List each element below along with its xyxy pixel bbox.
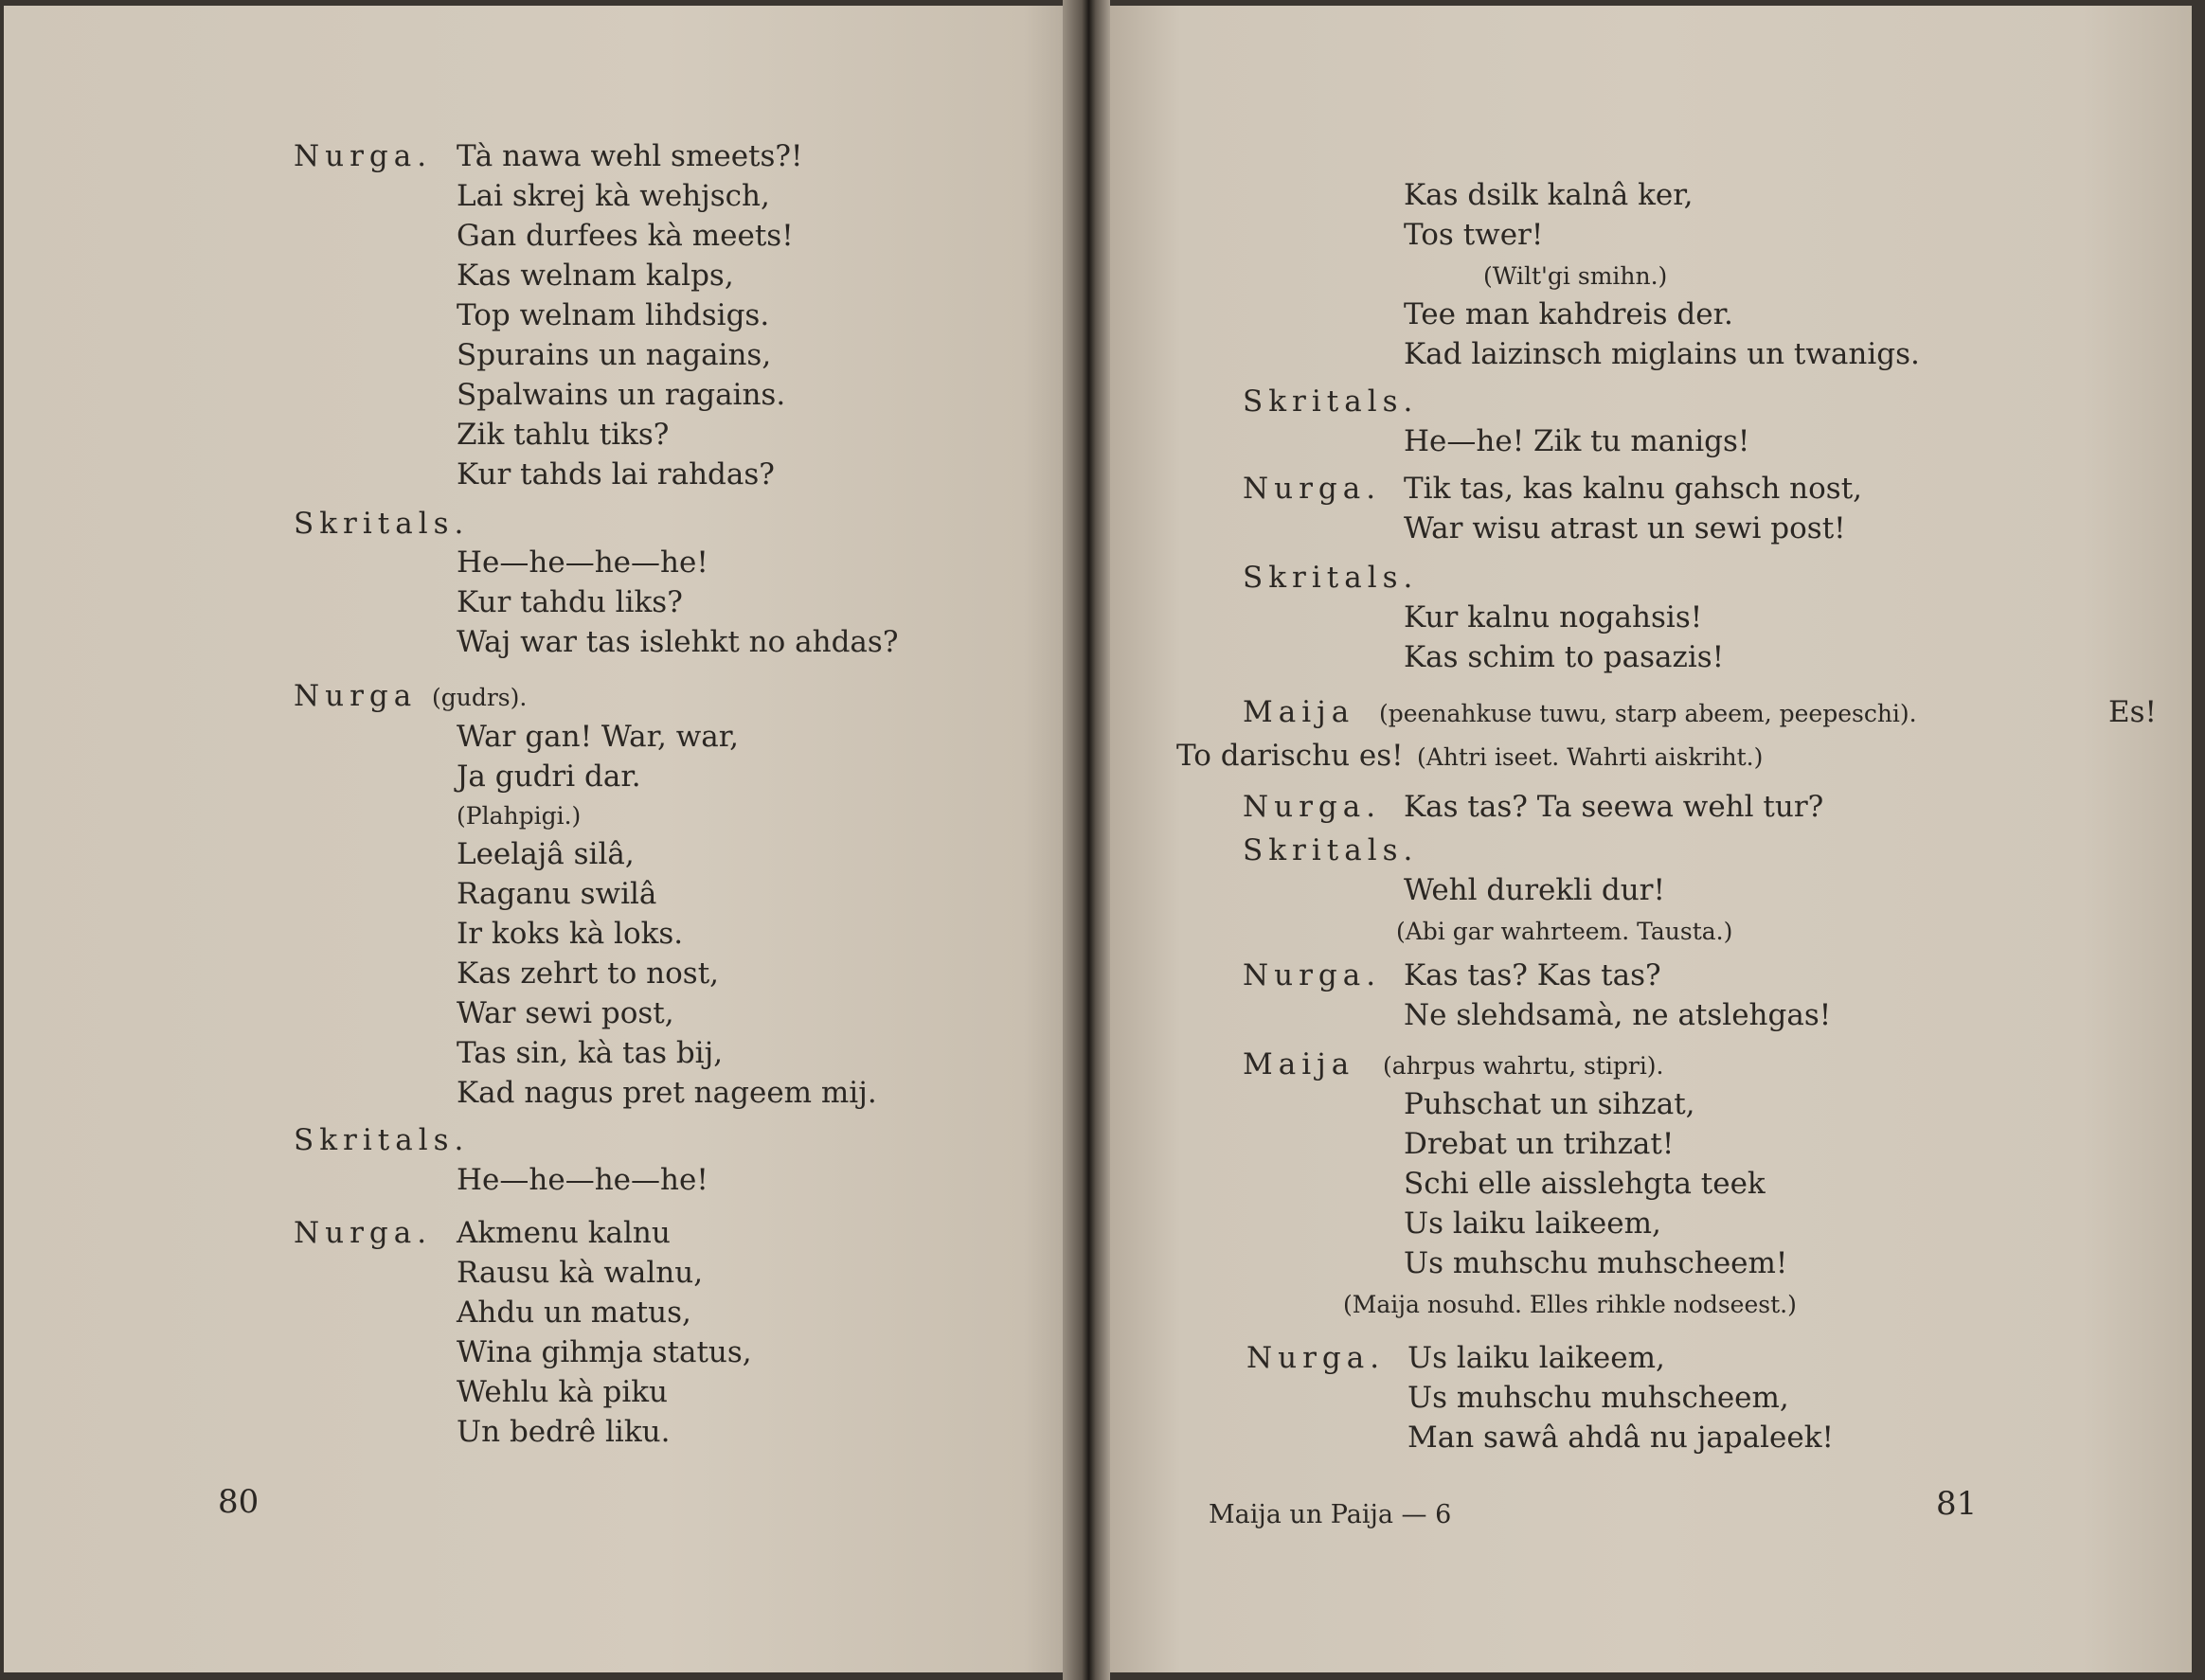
verse-line: Rausu kà walnu,: [457, 1256, 704, 1290]
verse-line: Tà nawa wehl smeets?!: [457, 139, 803, 173]
verse-line: Wehl durekli dur!: [1404, 873, 1665, 907]
verse-line: War gan! War, war,: [457, 720, 739, 754]
verse-line: War wisu atrast un sewi post!: [1404, 511, 1846, 545]
verse-line: Kad nagus pret nageem mij.: [457, 1076, 877, 1110]
speaker-label: Nurga.: [1243, 790, 1382, 824]
speaker-label: Nurga.: [294, 139, 433, 173]
speaker-label: Maija: [1243, 695, 1355, 729]
speaker-label: Maija: [1243, 1047, 1355, 1081]
speaker-label: Skritals.: [1243, 561, 1419, 595]
left-page: [4, 6, 1101, 1672]
verse-line: Puhschat un sihzat,: [1404, 1087, 1695, 1121]
right-page: [1104, 6, 2192, 1672]
verse-line: Kas welnam kalps,: [457, 259, 734, 293]
verse-line: Us muhschu muhscheem!: [1404, 1246, 1788, 1280]
verse-line: Kur tahdu liks?: [457, 585, 683, 619]
verse-line: Lai skrej kà wehjsch,: [457, 179, 770, 213]
verse-line: Kur tahds lai rahdas?: [457, 457, 775, 491]
verse-line: Drebat un trihzat!: [1404, 1127, 1675, 1161]
stage-direction: (ahrpus wahrtu, stipri).: [1383, 1052, 1664, 1080]
book-gutter: [1063, 0, 1110, 1680]
verse-line: Waj war tas islehkt no ahdas?: [457, 625, 899, 659]
verse-line: Akmenu kalnu: [457, 1216, 671, 1250]
verse-line: Ne slehdsamà, ne atslehgas!: [1404, 998, 1832, 1032]
stage-direction: (Wilt'gi smihn.): [1483, 262, 1668, 290]
page-number: 80: [218, 1483, 260, 1521]
verse-line: Kas dsilk kalnâ ker,: [1404, 178, 1694, 212]
verse-line: War sewi post,: [457, 996, 674, 1030]
stage-direction: (Plahpigi.): [457, 802, 582, 830]
verse-line: Tos twer!: [1404, 218, 1544, 252]
verse-line: Schi elle aisslehgta teek: [1404, 1167, 1766, 1201]
verse-line: Raganu swilâ: [457, 877, 657, 911]
verse-line: Kas tas? Ta seewa wehl tur?: [1404, 790, 1824, 824]
verse-line: Top welnam lihdsigs.: [457, 298, 770, 332]
verse-line: Ja gudri dar.: [457, 760, 641, 794]
stage-direction: (peenahkuse tuwu, starp abeem, peepeschi).: [1379, 700, 1917, 727]
verse-line: To darischu es!: [1176, 739, 1404, 773]
page-number: 81: [1936, 1485, 1978, 1523]
verse-line: He—he—he—he!: [457, 545, 708, 580]
stage-direction: (gudrs).: [432, 684, 528, 711]
verse-line: Wehlu kà piku: [457, 1375, 669, 1409]
speaker-label: Skritals.: [294, 1123, 470, 1157]
verse-line: Us laiku laikeem,: [1407, 1341, 1665, 1375]
verse-line: Kas zehrt to nost,: [457, 956, 720, 991]
verse-line: Man sawâ ahdâ nu japaleek!: [1407, 1421, 1834, 1455]
verse-line: Tas sin, kà tas bij,: [457, 1036, 724, 1070]
verse-line: Us muhschu muhscheem,: [1407, 1381, 1789, 1415]
speaker-label: Nurga.: [1243, 472, 1382, 506]
verse-line: Tik tas, kas kalnu gahsch nost,: [1404, 472, 1863, 506]
speaker-label: Nurga.: [294, 1216, 433, 1250]
verse-line: Kur kalnu nogahsis!: [1404, 600, 1703, 634]
verse-line: Spalwains un ragains.: [457, 378, 786, 412]
stage-direction: (Maija nosuhd. Elles rihkle nodseest.): [1343, 1291, 1797, 1318]
verse-line: Ahdu un matus,: [457, 1296, 691, 1330]
verse-line: Kad laizinsch miglains un twanigs.: [1404, 337, 1920, 371]
verse-line: Un bedrê liku.: [457, 1415, 671, 1449]
verse-line: He—he—he—he!: [457, 1163, 708, 1197]
verse-line: Kas tas? Kas tas?: [1404, 958, 1661, 992]
speaker-label: Nurga.: [1246, 1341, 1386, 1375]
verse-line: Leelajâ silâ,: [457, 837, 635, 871]
verse-line: Kas schim to pasazis!: [1404, 640, 1725, 674]
verse-line: Es!: [2108, 695, 2157, 729]
verse-line: Ir koks kà loks.: [457, 917, 684, 951]
stage-direction: (Ahtri iseet. Wahrti aiskriht.): [1417, 743, 1764, 771]
speaker-label: Nurga.: [1243, 958, 1382, 992]
speaker-label: Skritals.: [294, 507, 470, 541]
stage-direction: (Abi gar wahrteem. Tausta.): [1396, 918, 1733, 945]
verse-line: Us laiku laikeem,: [1404, 1206, 1661, 1241]
running-footer: Maija un Paija — 6: [1209, 1500, 1452, 1529]
verse-line: Wina gihmja status,: [457, 1335, 752, 1369]
speaker-label: Nurga: [294, 679, 418, 713]
verse-line: He—he! Zik tu manigs!: [1404, 424, 1750, 458]
verse-line: Gan durfees kà meets!: [457, 219, 794, 253]
speaker-label: Skritals.: [1243, 384, 1419, 419]
speaker-label: Skritals.: [1243, 833, 1419, 867]
verse-line: Tee man kahdreis der.: [1404, 297, 1733, 331]
verse-line: Zik tahlu tiks?: [457, 418, 670, 452]
verse-line: Spurains un nagains,: [457, 338, 772, 372]
